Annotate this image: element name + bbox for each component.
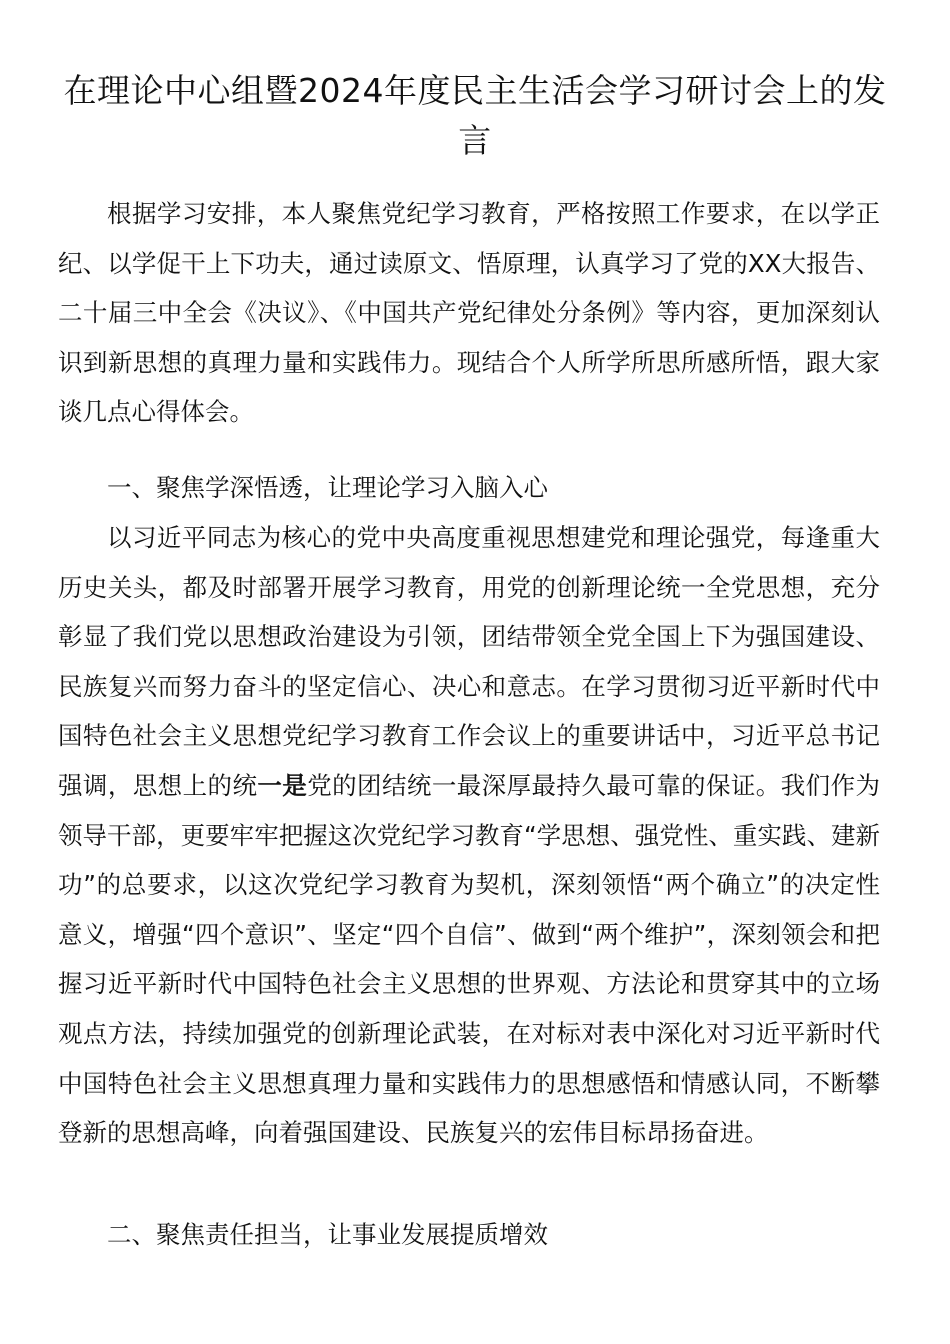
section-heading-2: 二、聚焦责任担当，让事业发展提质增效: [107, 1220, 548, 1249]
paragraph-section-1: [58, 513, 880, 1158]
section-heading-1: 一、聚焦学深悟透，让理论学习入脑入心: [107, 473, 548, 502]
paragraph-section-1-bold-text: 一是: [257, 770, 308, 800]
paragraph-section-1-text-b: 党的团结统一最深厚最持久最可靠的保证。我们作为领导干部，更要牢牢把握这次党纪学习教育“学思想、强党性、重实践、建新功”的总要求，以这次党纪学习教育为契机，深刻领悟“两个确立”的决定性意义，增强“四个意识”、坚定“四个自信”、做到“两个维护”，深刻领会和把握习近平新时代中国特色社会主义思想的世界观、方法论和贯穿其中的立场观点方法，持续加强党的创新理论武装，在对标对表中深化对习近平新时代中国特色社会主义思想真理力量和实践伟力的思想感悟和情感认同，不断攀登新的思想高峰，向着强国建设、民族复兴的宏伟目标昂扬奋进。: [58, 770, 880, 1148]
paragraph-intro: 根据学习安排，本人聚焦党纪学习教育，严格按照工作要求，在以学正纪、以学促干上下功夫，通过读原文、悟原理，认真学习了党的XX大报告、二十届三中全会《决议》、《中国共产党纪律处分条例》等内容，更加深刻认识到新思想的真理力量和实践伟力。现结合个人所学所思所感所悟，跟大家谈几点心得体会。: [58, 199, 880, 427]
document-title: 在理论中心组暨2024年度民主生活会学习研讨会上的发言: [63, 71, 887, 160]
paragraph-section-1-text-a: 以习近平同志为核心的党中央高度重视思想建党和理论强党，每逢重大历史关头，都及时部署开展学习教育，用党的创新理论统一全党思想，充分彰显了我们党以思想政治建设为引领，团结带领全党全国上下为强国建设、民族复兴而努力奋斗的坚定信心、决心和意志。在学习贯彻习近平新时代中国特色社会主义思想党纪学习教育工作会议上的重要讲话中，习近平总书记强调，思想上的统: [58, 523, 880, 800]
